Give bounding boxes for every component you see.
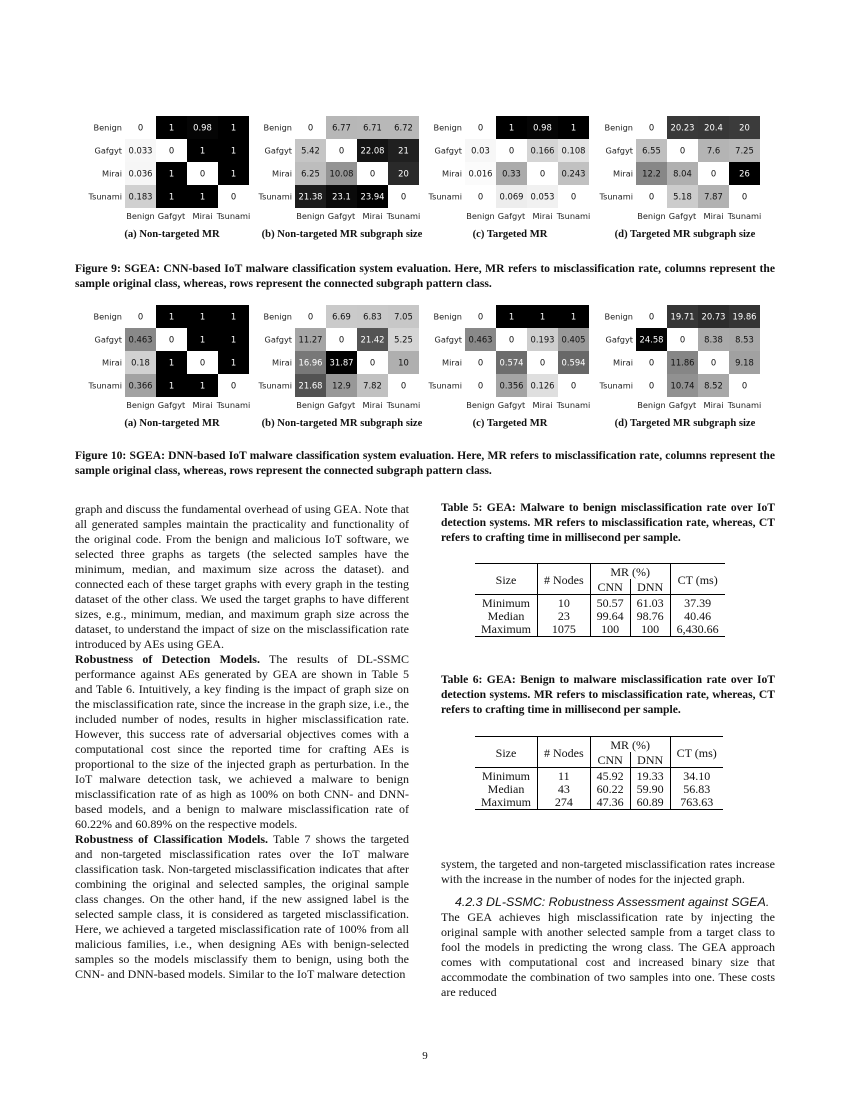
cell-cnn: 60.22 — [590, 783, 630, 796]
fig9-caption-b: (b) Non-targeted MR subgraph size — [261, 229, 423, 240]
cell-ct: 34.10 — [683, 769, 711, 783]
cell-value: 0 — [710, 357, 717, 368]
cell-value: 0 — [648, 380, 655, 391]
cell-value: 5.25 — [394, 334, 413, 345]
page-number: 9 — [422, 1050, 428, 1062]
row-label: Benign — [604, 122, 633, 133]
col-nodes: # Nodes — [538, 564, 591, 595]
col-ct: CT (ms) — [677, 572, 718, 587]
cell-dnn: 100 — [630, 623, 670, 637]
column-label: Benign — [637, 400, 666, 410]
col-nodes: # Nodes — [538, 737, 591, 768]
row-label: Tsunami — [88, 191, 122, 202]
cell-nodes: 23 — [538, 610, 591, 623]
table5-caption: Table 5: GEA: Malware to benign misclassification rate over IoT detection systems. MR refers to misclassification rate, whereas, CT refers to crafting time in millisecond per sample. — [441, 501, 775, 544]
cell-value: 1 — [168, 168, 175, 179]
row-label: Gafgyt — [264, 145, 292, 156]
cell-value: 0 — [137, 122, 144, 133]
cell-dnn: 19.33 — [630, 768, 670, 784]
cell-value: 0.574 — [499, 357, 524, 368]
row-label: Benign — [93, 122, 122, 133]
cell-value: 0 — [539, 357, 546, 368]
cell-value: 7.87 — [704, 191, 723, 202]
cell-value: 0.33 — [502, 168, 521, 179]
row-label: Mirai — [102, 357, 122, 368]
cell-cnn: 99.64 — [590, 610, 630, 623]
column-label: Mirai — [192, 211, 213, 221]
column-label: Mirai — [362, 211, 383, 221]
row-label: Gafgyt — [605, 145, 633, 156]
cell-value: 0.033 — [128, 145, 153, 156]
cell-size: Maximum — [475, 623, 538, 637]
row-label: Benign — [263, 122, 292, 133]
row-label: Mirai — [613, 357, 633, 368]
cell-nodes: 11 — [538, 768, 591, 784]
fig9-heatmap-c — [428, 116, 595, 224]
cell-value: 1 — [508, 122, 515, 133]
cell-value: 5.42 — [301, 145, 320, 156]
column-label: Mirai — [532, 400, 553, 410]
paragraph-detection-body: The results of DL-SSMC performance against AEs generated by GEA are shown in Table 5 and Table 6. Intuitively, a key finding is the impact of graph size on the misclassification rate, since the increase in the graph size, i.e., the included number of nodes, results in higher misclassification rate. However, this success rate of adversarial objectives comes with a computational cost since the reported time for crafting AEs is proportional to the size of the injected graph as perturbation. In the IoT malware detection task, we achieved a malware to benign misclassification rate of as high as 100% on both CNN- and DNN-based models, and a benign to malware misclassification rate of 60.22% and 60.89% on the respective models. — [75, 652, 410, 831]
cell-value: 0.108 — [561, 145, 586, 156]
column-label: Tsunami — [556, 211, 591, 221]
cell-value: 0 — [710, 168, 717, 179]
column-label: Mirai — [703, 400, 724, 410]
cell-value: 0 — [230, 191, 237, 202]
run-in-heading-detection: Robustness of Detection Models. — [75, 652, 260, 666]
cell-value: 7.6 — [706, 145, 721, 156]
cell-value: 0.405 — [561, 334, 586, 345]
heatmap-svg — [428, 116, 595, 224]
column-label: Benign — [296, 211, 325, 221]
cell-value: 0 — [741, 380, 748, 391]
cell-value: 12.2 — [642, 168, 661, 179]
cell-value: 20.73 — [701, 311, 726, 322]
row-label: Benign — [263, 311, 292, 322]
cell-value: 1 — [168, 311, 175, 322]
cell-value: 1 — [230, 145, 237, 156]
cell-value: 0 — [477, 122, 484, 133]
cell-value: 10 — [398, 357, 409, 368]
cell-value: 0.356 — [499, 380, 524, 391]
cell-size: Median — [475, 783, 538, 796]
cell-value: 8.04 — [673, 168, 692, 179]
cell-value: 1 — [168, 191, 175, 202]
cell-value: 0 — [508, 334, 515, 345]
row-label: Benign — [604, 311, 633, 322]
row-label: Benign — [93, 311, 122, 322]
fig10-heatmap-c — [428, 305, 595, 413]
column-label: Tsunami — [727, 211, 762, 221]
cell-value: 0.594 — [561, 357, 586, 368]
column-label: Tsunami — [216, 400, 251, 410]
cell-value: 0.98 — [533, 122, 552, 133]
table5 — [475, 563, 725, 637]
cell-value: 0.016 — [468, 168, 493, 179]
fig9-caption-c: (c) Targeted MR — [472, 229, 548, 240]
cell-value: 1 — [230, 122, 237, 133]
cell-value: 16.96 — [298, 357, 323, 368]
heatmap-svg — [428, 305, 595, 413]
cell-value: 1 — [199, 311, 206, 322]
column-label: Mirai — [362, 400, 383, 410]
fig9-heatmap-a — [88, 116, 255, 224]
fig10-caption-c: (c) Targeted MR — [472, 418, 548, 429]
cell-value: 20 — [398, 168, 409, 179]
cell-value: 21.42 — [360, 334, 385, 345]
cell-value: 1 — [230, 168, 237, 179]
cell-value: 22.08 — [360, 145, 385, 156]
paragraph-classification-body: Table 7 shows the targeted and non-targeted misclassification rates over the IoT malware classification task. Non-targeted misclassification indicates that after combining the original and selected samples, the original sample class changes. On the other hand, if the new assigned label is the selected sample class, it is considered as targeted misclassification. Here, we achieved a targeted misclassification rate of 100% from all malicious families, i.e., when designing AEs with benign-selected samples so the models misclassify them to benign, using both the CNN- and DNN-based models. Similar to the IoT malware detection — [75, 832, 409, 981]
cell-value: 7.25 — [735, 145, 754, 156]
cell-size: Median — [475, 610, 538, 623]
row-label: Gafgyt — [264, 334, 292, 345]
cell-value: 0.069 — [499, 191, 524, 202]
cell-value: 1 — [168, 122, 175, 133]
cell-ct: 56.83 — [683, 782, 711, 796]
cell-dnn: 61.03 — [630, 595, 670, 611]
cell-value: 0 — [137, 311, 144, 322]
cell-value: 0 — [477, 380, 484, 391]
column-label: Gafgyt — [668, 211, 697, 221]
paragraph-right-2: The GEA achieves high misclassification rate by injecting the original sample with another selected sample from a target class to fool the models in predicting the wrong class. The GEA approach comes with computational cost and increased binary size that accommodate the combination of two samples into one. These costs are reduced — [441, 910, 775, 999]
cell-value: 0.036 — [128, 168, 153, 179]
column-label: Gafgyt — [157, 400, 186, 410]
cell-value: 1 — [199, 145, 206, 156]
column-label: Tsunami — [556, 400, 591, 410]
table6-caption: Table 6: GEA: Benign to malware misclassification rate over IoT detection systems. MR refers to misclassification rate, whereas, CT refers to crafting time in millisecond per sample. — [441, 673, 775, 716]
cell-value: 23.94 — [360, 191, 385, 202]
column-label: Benign — [637, 211, 666, 221]
cell-value: 6.69 — [332, 311, 351, 322]
column-label: Mirai — [703, 211, 724, 221]
fig10-heatmap-b — [258, 305, 425, 413]
cell-value: 0 — [477, 311, 484, 322]
table-row — [475, 768, 723, 784]
cell-value: 7.05 — [394, 311, 413, 322]
row-label: Tsunami — [599, 191, 633, 202]
col-mr: MR (%) — [590, 737, 670, 753]
cell-value: 0 — [679, 145, 686, 156]
column-label: Tsunami — [386, 211, 421, 221]
cell-dnn: 59.90 — [630, 783, 670, 796]
row-label: Mirai — [442, 357, 462, 368]
column-label: Benign — [466, 211, 495, 221]
cell-value: 0 — [369, 357, 376, 368]
heatmap-svg — [88, 305, 255, 413]
column-label: Gafgyt — [497, 211, 526, 221]
cell-dnn: 98.76 — [630, 610, 670, 623]
cell-value: 11.86 — [670, 357, 695, 368]
cell-ct: 763.63 — [680, 795, 714, 809]
cell-value: 0 — [199, 357, 206, 368]
cell-value: 0.053 — [530, 191, 555, 202]
table-row — [475, 623, 725, 637]
cell-value: 0 — [570, 191, 577, 202]
cell-nodes: 10 — [538, 595, 591, 611]
cell-value: 8.52 — [704, 380, 723, 391]
cell-size: Minimum — [475, 595, 538, 611]
cell-value: 0 — [400, 380, 407, 391]
cell-value: 8.53 — [735, 334, 754, 345]
col-cnn: CNN — [590, 752, 630, 768]
cell-value: 19.86 — [732, 311, 757, 322]
fig10-caption-a: (a) Non-targeted MR — [124, 418, 220, 429]
column-label: Tsunami — [216, 211, 251, 221]
cell-value: 6.25 — [301, 168, 320, 179]
table6 — [475, 736, 723, 810]
cell-value: 8.38 — [704, 334, 723, 345]
fig10-caption-b: (b) Non-targeted MR subgraph size — [261, 418, 423, 429]
section-heading-4-2-3: 4.2.3 DL-SSMC: Robustness Assessment against SGEA. — [455, 895, 770, 909]
fig10-heatmap-d — [599, 305, 766, 413]
column-label: Gafgyt — [157, 211, 186, 221]
cell-value: 0.18 — [131, 357, 150, 368]
cell-value: 0.193 — [530, 334, 555, 345]
column-label: Mirai — [192, 400, 213, 410]
cell-value: 6.55 — [642, 145, 661, 156]
cell-value: 1 — [570, 122, 577, 133]
row-label: Benign — [433, 122, 462, 133]
cell-nodes: 43 — [538, 783, 591, 796]
column-label: Benign — [296, 400, 325, 410]
figure9-caption: Figure 9: SGEA: CNN-based IoT malware classification system evaluation. Here, MR refers to misclassification rate, columns represent the sample original class, whereas, rows represent the connected subgraph pattern class. — [75, 262, 775, 290]
run-in-heading-classification: Robustness of Classification Models. — [75, 832, 269, 846]
cell-value: 11.27 — [298, 334, 323, 345]
cell-value: 1 — [230, 311, 237, 322]
column-label: Gafgyt — [327, 400, 356, 410]
cell-value: 7.82 — [363, 380, 382, 391]
cell-value: 0 — [648, 122, 655, 133]
column-label: Tsunami — [386, 400, 421, 410]
cell-value: 0 — [168, 145, 175, 156]
cell-value: 0 — [477, 357, 484, 368]
cell-value: 0 — [648, 357, 655, 368]
row-label: Benign — [433, 311, 462, 322]
cell-value: 0.03 — [471, 145, 490, 156]
heatmap-svg — [599, 116, 766, 224]
row-label: Tsunami — [599, 380, 633, 391]
cell-value: 0 — [168, 334, 175, 345]
cell-value: 0.183 — [128, 191, 153, 202]
cell-ct: 6,430.66 — [676, 622, 719, 636]
heatmap-svg — [258, 305, 425, 413]
cell-value: 1 — [508, 311, 515, 322]
left-column — [75, 502, 409, 982]
cell-value: 1 — [230, 357, 237, 368]
cell-value: 6.83 — [363, 311, 382, 322]
fig9-caption-a: (a) Non-targeted MR — [124, 229, 220, 240]
row-label: Gafgyt — [94, 334, 122, 345]
row-label: Tsunami — [428, 191, 462, 202]
heatmap-svg — [258, 116, 425, 224]
paragraph-right-1: system, the targeted and non-targeted misclassification rates increase with the increase in the number of nodes for the injected graph. — [441, 857, 775, 886]
cell-value: 19.71 — [670, 311, 695, 322]
column-label: Gafgyt — [327, 211, 356, 221]
row-label: Tsunami — [258, 191, 292, 202]
column-label: Gafgyt — [497, 400, 526, 410]
cell-value: 0 — [508, 145, 515, 156]
cell-value: 0 — [307, 122, 314, 133]
cell-value: 12.9 — [332, 380, 351, 391]
row-label: Tsunami — [428, 380, 462, 391]
cell-value: 21.68 — [298, 380, 323, 391]
cell-value: 0 — [338, 145, 345, 156]
cell-value: 0.243 — [561, 168, 586, 179]
fig10-heatmap-a — [88, 305, 255, 413]
col-size: Size — [475, 564, 538, 595]
cell-value: 0 — [338, 334, 345, 345]
col-dnn: DNN — [630, 579, 670, 595]
cell-value: 0.166 — [530, 145, 555, 156]
cell-ct: 37.39 — [684, 596, 712, 610]
fig10-caption-d: (d) Targeted MR subgraph size — [614, 418, 756, 429]
cell-value: 1 — [199, 334, 206, 345]
cell-value: 21 — [398, 145, 409, 156]
cell-ct: 40.46 — [684, 609, 712, 623]
row-label: Mirai — [272, 357, 292, 368]
cell-value: 0 — [648, 191, 655, 202]
cell-size: Maximum — [475, 796, 538, 810]
row-label: Tsunami — [258, 380, 292, 391]
cell-value: 1 — [539, 311, 546, 322]
row-label: Gafgyt — [605, 334, 633, 345]
cell-value: 0.463 — [468, 334, 493, 345]
table-row — [475, 595, 725, 611]
cell-value: 0 — [199, 168, 206, 179]
paragraph-detection-robustness — [75, 652, 409, 832]
cell-value: 1 — [168, 357, 175, 368]
paragraph-classification-robustness — [75, 832, 409, 982]
col-dnn: DNN — [630, 752, 670, 768]
column-label: Gafgyt — [668, 400, 697, 410]
row-label: Gafgyt — [94, 145, 122, 156]
column-label: Tsunami — [727, 400, 762, 410]
cell-value: 0 — [679, 334, 686, 345]
cell-value: 0 — [477, 191, 484, 202]
cell-value: 0.126 — [530, 380, 555, 391]
cell-value: 20.23 — [670, 122, 695, 133]
cell-value: 0 — [539, 168, 546, 179]
column-label: Benign — [466, 400, 495, 410]
cell-value: 9.18 — [735, 357, 754, 368]
heatmap-svg — [599, 305, 766, 413]
cell-dnn: 60.89 — [630, 796, 670, 810]
cell-value: 6.77 — [332, 122, 351, 133]
cell-size: Minimum — [475, 768, 538, 784]
cell-value: 1 — [199, 191, 206, 202]
cell-value: 1 — [168, 380, 175, 391]
column-label: Benign — [126, 400, 155, 410]
row-label: Mirai — [272, 168, 292, 179]
fig9-caption-d: (d) Targeted MR subgraph size — [614, 229, 756, 240]
paragraph-intro: graph and discuss the fundamental overhead of using GEA. Note that all generated samples maintain the practicality and functionality of the original code. From the benign and malicious IoT software, we selected three graphs as targets (the selected samples have the minimum, median, and maximum size across the dataset). and connected each of these target graphs with every graph in the testing dataset of the other class. We used the target graphs to have different sizes, e.g., minimum, median, and maximum graph size across the dataset, to understand the impact of size on the misclassification rate introduced by AEs using GEA. — [75, 502, 409, 651]
cell-value: 0 — [307, 311, 314, 322]
cell-value: 6.72 — [394, 122, 413, 133]
cell-value: 0.98 — [193, 122, 212, 133]
fig9-heatmap-b — [258, 116, 425, 224]
col-ct: CT (ms) — [676, 745, 717, 760]
row-label: Mirai — [613, 168, 633, 179]
cell-value: 31.87 — [329, 357, 354, 368]
table-row — [475, 796, 723, 810]
row-label: Gafgyt — [434, 145, 462, 156]
cell-value: 0 — [400, 191, 407, 202]
cell-value: 20 — [739, 122, 750, 133]
cell-value: 23.1 — [332, 191, 351, 202]
row-label: Mirai — [442, 168, 462, 179]
cell-value: 26 — [739, 168, 750, 179]
cell-value: 0 — [648, 311, 655, 322]
cell-value: 0.463 — [128, 334, 153, 345]
cell-cnn: 45.92 — [590, 768, 630, 784]
column-label: Benign — [126, 211, 155, 221]
cell-value: 1 — [199, 380, 206, 391]
cell-value: 20.4 — [704, 122, 723, 133]
col-size: Size — [475, 737, 538, 768]
cell-value: 21.38 — [298, 191, 323, 202]
right-column — [441, 857, 775, 1000]
cell-cnn: 100 — [590, 623, 630, 637]
row-label: Gafgyt — [434, 334, 462, 345]
cell-value: 0 — [369, 168, 376, 179]
fig9-heatmap-d — [599, 116, 766, 224]
cell-nodes: 1075 — [538, 623, 591, 637]
cell-cnn: 50.57 — [590, 595, 630, 611]
cell-value: 0 — [741, 191, 748, 202]
figure10-caption: Figure 10: SGEA: DNN-based IoT malware classification system evaluation. Here, MR refers to misclassification rate, columns represent the sample original class, whereas, rows represent the connected subgraph pattern class. — [75, 449, 775, 477]
row-label: Mirai — [102, 168, 122, 179]
col-cnn: CNN — [590, 579, 630, 595]
cell-value: 1 — [230, 334, 237, 345]
heatmap-svg — [88, 116, 255, 224]
row-label: Tsunami — [88, 380, 122, 391]
cell-value: 10.74 — [670, 380, 695, 391]
cell-value: 1 — [570, 311, 577, 322]
cell-value: 5.18 — [673, 191, 692, 202]
cell-value: 6.71 — [363, 122, 382, 133]
cell-value: 0 — [230, 380, 237, 391]
cell-cnn: 47.36 — [590, 796, 630, 810]
column-label: Mirai — [532, 211, 553, 221]
cell-value: 0.366 — [128, 380, 153, 391]
cell-value: 0 — [570, 380, 577, 391]
cell-value: 10.08 — [329, 168, 354, 179]
cell-value: 24.58 — [639, 334, 664, 345]
cell-nodes: 274 — [538, 796, 591, 810]
col-mr: MR (%) — [590, 564, 670, 580]
